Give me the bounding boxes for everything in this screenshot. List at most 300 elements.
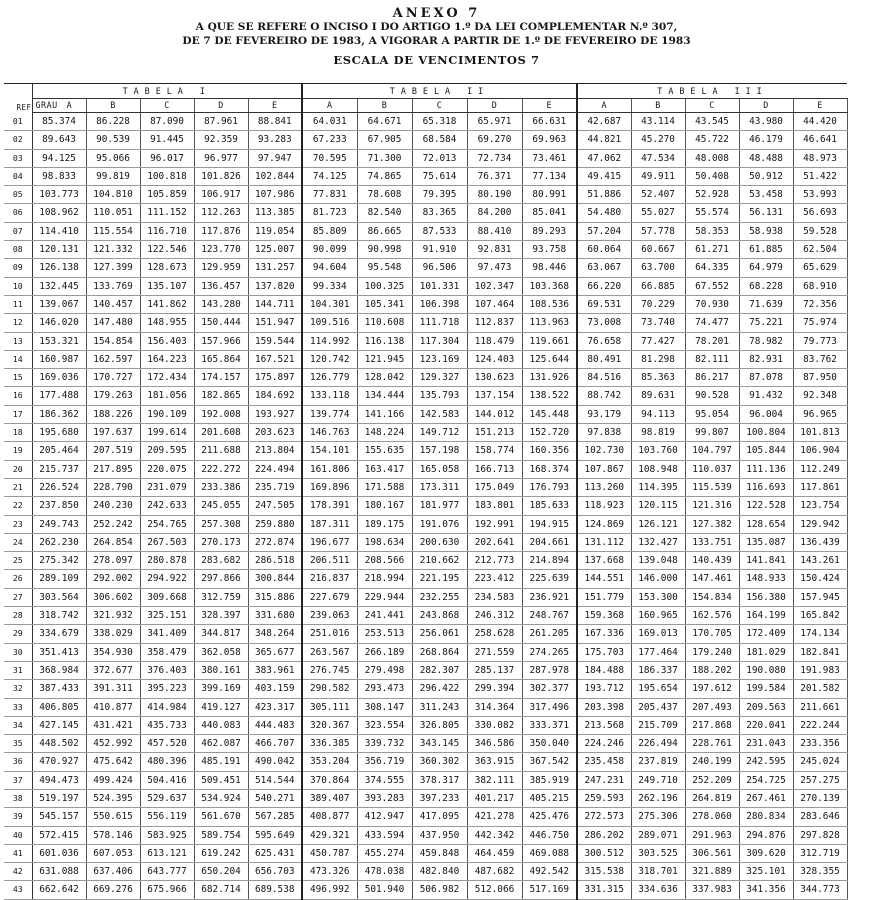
value-cell: 318.701: [631, 863, 685, 881]
column-header-1-b: B: [86, 99, 140, 113]
value-cell: 197.612: [685, 680, 739, 698]
value-cell: 54.480: [577, 204, 631, 222]
value-cell: 682.714: [194, 881, 248, 899]
value-cell: 425.476: [522, 808, 577, 826]
ref-cell: 21: [4, 478, 32, 496]
value-cell: 328.397: [194, 607, 248, 625]
value-cell: 494.473: [32, 771, 86, 789]
value-cell: 362.058: [194, 643, 248, 661]
value-cell: 271.559: [467, 643, 522, 661]
value-cell: 160.965: [631, 607, 685, 625]
table-row: [4, 844, 847, 862]
value-cell: 86.665: [357, 222, 412, 240]
value-cell: 237.819: [631, 753, 685, 771]
value-cell: 363.915: [467, 753, 522, 771]
value-cell: 166.713: [467, 460, 522, 478]
value-cell: 66.220: [577, 277, 631, 295]
value-cell: 107.464: [467, 295, 522, 313]
value-cell: 88.841: [248, 113, 302, 131]
value-cell: 152.720: [522, 424, 577, 442]
value-cell: 141.841: [739, 552, 793, 570]
value-cell: 151.779: [577, 588, 631, 606]
value-cell: 123.754: [793, 497, 847, 515]
value-cell: 317.496: [522, 698, 577, 716]
value-cell: 421.278: [467, 808, 522, 826]
table-row: [4, 661, 847, 679]
value-cell: 169.896: [302, 478, 357, 496]
value-cell: 96.506: [412, 259, 467, 277]
value-cell: 85.809: [302, 222, 357, 240]
value-cell: 156.403: [140, 332, 194, 350]
value-cell: 120.131: [32, 241, 86, 259]
value-cell: 55.574: [685, 204, 739, 222]
value-cell: 63.700: [631, 259, 685, 277]
value-cell: 82.931: [739, 350, 793, 368]
value-cell: 101.826: [194, 167, 248, 185]
value-cell: 433.594: [357, 826, 412, 844]
value-cell: 325.101: [739, 863, 793, 881]
value-cell: 262.230: [32, 533, 86, 551]
value-cell: 492.542: [522, 863, 577, 881]
value-cell: 87.950: [793, 369, 847, 387]
value-cell: 201.608: [194, 424, 248, 442]
value-cell: 47.062: [577, 149, 631, 167]
value-cell: 156.380: [739, 588, 793, 606]
value-cell: 131.112: [577, 533, 631, 551]
value-cell: 57.204: [577, 222, 631, 240]
value-cell: 607.053: [86, 844, 140, 862]
value-cell: 165.864: [194, 350, 248, 368]
value-cell: 139.774: [302, 405, 357, 423]
value-cell: 48.973: [793, 149, 847, 167]
value-cell: 145.448: [522, 405, 577, 423]
value-cell: 109.516: [302, 314, 357, 332]
value-cell: 169.036: [32, 369, 86, 387]
value-cell: 286.202: [577, 826, 631, 844]
table-row: [4, 515, 847, 533]
value-cell: 120.742: [302, 350, 357, 368]
value-cell: 146.020: [32, 314, 86, 332]
value-cell: 225.639: [522, 570, 577, 588]
value-cell: 399.169: [194, 680, 248, 698]
value-cell: 459.848: [412, 844, 467, 862]
value-cell: 233.356: [793, 735, 847, 753]
ref-cell: 37: [4, 771, 32, 789]
value-cell: 136.439: [793, 533, 847, 551]
value-cell: 444.483: [248, 716, 302, 734]
value-cell: 115.539: [685, 478, 739, 496]
table-row: [4, 643, 847, 661]
value-cell: 258.628: [467, 625, 522, 643]
value-cell: 333.371: [522, 716, 577, 734]
value-cell: 114.410: [32, 222, 86, 240]
value-cell: 482.840: [412, 863, 467, 881]
value-cell: 83.762: [793, 350, 847, 368]
value-cell: 100.818: [140, 167, 194, 185]
value-cell: 282.307: [412, 661, 467, 679]
value-cell: 80.190: [467, 186, 522, 204]
value-cell: 247.231: [577, 771, 631, 789]
value-cell: 46.179: [739, 131, 793, 149]
value-cell: 107.867: [577, 460, 631, 478]
value-cell: 192.991: [467, 515, 522, 533]
value-cell: 475.642: [86, 753, 140, 771]
value-cell: 240.199: [685, 753, 739, 771]
value-cell: 283.682: [194, 552, 248, 570]
value-cell: 64.031: [302, 113, 357, 131]
column-header-1-d: D: [194, 99, 248, 113]
value-cell: 211.688: [194, 442, 248, 460]
column-header-2-d: D: [467, 99, 522, 113]
value-cell: 374.555: [357, 771, 412, 789]
value-cell: 212.773: [467, 552, 522, 570]
value-cell: 103.773: [32, 186, 86, 204]
value-cell: 184.488: [577, 661, 631, 679]
value-cell: 43.545: [685, 113, 739, 131]
value-cell: 84.516: [577, 369, 631, 387]
table-row: [4, 295, 847, 313]
table-row: [4, 863, 847, 881]
value-cell: 231.079: [140, 478, 194, 496]
value-cell: 137.154: [467, 387, 522, 405]
ref-cell: 28: [4, 607, 32, 625]
value-cell: 306.561: [685, 844, 739, 862]
value-cell: 99.807: [685, 424, 739, 442]
value-cell: 111.152: [140, 204, 194, 222]
value-cell: 169.013: [631, 625, 685, 643]
value-cell: 75.614: [412, 167, 467, 185]
value-cell: 245.024: [793, 753, 847, 771]
value-cell: 101.331: [412, 277, 467, 295]
value-cell: 292.002: [86, 570, 140, 588]
value-cell: 78.201: [685, 332, 739, 350]
value-cell: 58.938: [739, 222, 793, 240]
value-cell: 72.013: [412, 149, 467, 167]
value-cell: 116.710: [140, 222, 194, 240]
value-cell: 93.179: [577, 405, 631, 423]
value-cell: 162.576: [685, 607, 739, 625]
ref-cell: 02: [4, 131, 32, 149]
value-cell: 121.316: [685, 497, 739, 515]
value-cell: 283.646: [793, 808, 847, 826]
value-cell: 128.042: [357, 369, 412, 387]
value-cell: 67.233: [302, 131, 357, 149]
value-cell: 150.424: [793, 570, 847, 588]
value-cell: 519.197: [32, 789, 86, 807]
value-cell: 51.886: [577, 186, 631, 204]
value-cell: 261.205: [522, 625, 577, 643]
table-row: [4, 826, 847, 844]
value-cell: 353.204: [302, 753, 357, 771]
value-cell: 276.745: [302, 661, 357, 679]
value-cell: 236.921: [522, 588, 577, 606]
value-cell: 123.770: [194, 241, 248, 259]
value-cell: 112.249: [793, 460, 847, 478]
value-cell: 299.394: [467, 680, 522, 698]
value-cell: 167.336: [577, 625, 631, 643]
group-header-row: [4, 84, 847, 99]
value-cell: 302.377: [522, 680, 577, 698]
value-cell: 619.242: [194, 844, 248, 862]
value-cell: 365.677: [248, 643, 302, 661]
value-cell: 331.680: [248, 607, 302, 625]
value-cell: 87.533: [412, 222, 467, 240]
value-cell: 95.054: [685, 405, 739, 423]
ref-cell: 05: [4, 186, 32, 204]
ref-cell: 41: [4, 844, 32, 862]
table-row: [4, 241, 847, 259]
value-cell: 73.740: [631, 314, 685, 332]
value-cell: 331.315: [577, 881, 631, 899]
value-cell: 118.479: [467, 332, 522, 350]
ref-cell: 31: [4, 661, 32, 679]
ref-cell: 42: [4, 863, 32, 881]
value-cell: 242.595: [739, 753, 793, 771]
value-cell: 356.719: [357, 753, 412, 771]
value-cell: 68.584: [412, 131, 467, 149]
value-cell: 131.926: [522, 369, 577, 387]
value-cell: 289.109: [32, 570, 86, 588]
value-cell: 97.473: [467, 259, 522, 277]
value-cell: 95.548: [357, 259, 412, 277]
value-cell: 50.408: [685, 167, 739, 185]
value-cell: 315.886: [248, 588, 302, 606]
value-cell: 193.712: [577, 680, 631, 698]
value-cell: 106.904: [793, 442, 847, 460]
value-cell: 344.773: [793, 881, 847, 899]
value-cell: 268.864: [412, 643, 467, 661]
value-cell: 56.693: [793, 204, 847, 222]
value-cell: 113.260: [577, 478, 631, 496]
table-body: [4, 113, 847, 900]
value-cell: 44.420: [793, 113, 847, 131]
value-cell: 175.897: [248, 369, 302, 387]
value-cell: 561.670: [194, 808, 248, 826]
value-cell: 104.301: [302, 295, 357, 313]
value-cell: 440.083: [194, 716, 248, 734]
value-cell: 79.395: [412, 186, 467, 204]
value-cell: 344.817: [194, 625, 248, 643]
ref-cell: 09: [4, 259, 32, 277]
value-cell: 689.538: [248, 881, 302, 899]
value-cell: 380.161: [194, 661, 248, 679]
value-cell: 117.861: [793, 478, 847, 496]
value-cell: 87.961: [194, 113, 248, 131]
value-cell: 98.446: [522, 259, 577, 277]
value-cell: 469.088: [522, 844, 577, 862]
value-cell: 135.087: [739, 533, 793, 551]
value-cell: 376.403: [140, 661, 194, 679]
value-cell: 48.008: [685, 149, 739, 167]
value-cell: 278.097: [86, 552, 140, 570]
value-cell: 96.965: [793, 405, 847, 423]
value-cell: 524.395: [86, 789, 140, 807]
value-cell: 181.056: [140, 387, 194, 405]
value-cell: 129.959: [194, 259, 248, 277]
value-cell: 126.779: [302, 369, 357, 387]
value-cell: 226.494: [631, 735, 685, 753]
column-letter: A: [66, 100, 73, 110]
value-cell: 224.494: [248, 460, 302, 478]
value-cell: 94.604: [302, 259, 357, 277]
column-header-2-e: E: [522, 99, 577, 113]
value-cell: 97.838: [577, 424, 631, 442]
value-cell: 188.226: [86, 405, 140, 423]
value-cell: 259.880: [248, 515, 302, 533]
value-cell: 110.037: [685, 460, 739, 478]
value-cell: 91.445: [140, 131, 194, 149]
value-cell: 203.623: [248, 424, 302, 442]
value-cell: 246.312: [467, 607, 522, 625]
value-cell: 174.134: [793, 625, 847, 643]
value-cell: 248.767: [522, 607, 577, 625]
value-cell: 135.793: [412, 387, 467, 405]
value-cell: 217.895: [86, 460, 140, 478]
value-cell: 275.306: [631, 808, 685, 826]
value-cell: 218.994: [357, 570, 412, 588]
value-cell: 53.993: [793, 186, 847, 204]
value-cell: 290.582: [302, 680, 357, 698]
ref-cell: 07: [4, 222, 32, 240]
value-cell: 190.109: [140, 405, 194, 423]
value-cell: 637.406: [86, 863, 140, 881]
value-cell: 215.709: [631, 716, 685, 734]
column-header-3-a: A: [577, 99, 631, 113]
table-row: [4, 442, 847, 460]
value-cell: 232.255: [412, 588, 467, 606]
value-cell: 97.947: [248, 149, 302, 167]
value-cell: 51.422: [793, 167, 847, 185]
value-cell: 49.911: [631, 167, 685, 185]
value-cell: 61.271: [685, 241, 739, 259]
ref-cell: 36: [4, 753, 32, 771]
value-cell: 141.862: [140, 295, 194, 313]
value-cell: 112.263: [194, 204, 248, 222]
value-cell: 209.563: [739, 698, 793, 716]
value-cell: 662.642: [32, 881, 86, 899]
value-cell: 144.551: [577, 570, 631, 588]
value-cell: 517.169: [522, 881, 577, 899]
ref-cell: 27: [4, 588, 32, 606]
value-cell: 110.051: [86, 204, 140, 222]
value-cell: 175.703: [577, 643, 631, 661]
value-cell: 74.125: [302, 167, 357, 185]
value-cell: 65.318: [412, 113, 467, 131]
ref-cell: 43: [4, 881, 32, 899]
value-cell: 148.933: [739, 570, 793, 588]
value-cell: 164.223: [140, 350, 194, 368]
value-cell: 446.750: [522, 826, 577, 844]
value-cell: 158.774: [467, 442, 522, 460]
value-cell: 341.356: [739, 881, 793, 899]
value-cell: 140.457: [86, 295, 140, 313]
value-cell: 147.461: [685, 570, 739, 588]
value-cell: 257.308: [194, 515, 248, 533]
group-header-tabela-3: TABELA III: [577, 84, 847, 99]
ref-cell: 15: [4, 369, 32, 387]
ref-cell: 13: [4, 332, 32, 350]
value-cell: 296.422: [412, 680, 467, 698]
table-row: [4, 698, 847, 716]
value-cell: 320.367: [302, 716, 357, 734]
value-cell: 42.687: [577, 113, 631, 131]
value-cell: 435.733: [140, 716, 194, 734]
value-cell: 259.593: [577, 789, 631, 807]
value-cell: 397.233: [412, 789, 467, 807]
value-cell: 91.432: [739, 387, 793, 405]
value-cell: 173.311: [412, 478, 467, 496]
ref-cell: 04: [4, 167, 32, 185]
value-cell: 323.554: [357, 716, 412, 734]
value-cell: 378.317: [412, 771, 467, 789]
ref-cell: 30: [4, 643, 32, 661]
value-cell: 99.334: [302, 277, 357, 295]
value-cell: 82.540: [357, 204, 412, 222]
value-cell: 240.230: [86, 497, 140, 515]
value-cell: 188.202: [685, 661, 739, 679]
value-cell: 403.159: [248, 680, 302, 698]
value-cell: 63.067: [577, 259, 631, 277]
value-cell: 280.878: [140, 552, 194, 570]
value-cell: 89.293: [522, 222, 577, 240]
value-cell: 485.191: [194, 753, 248, 771]
value-cell: 161.806: [302, 460, 357, 478]
value-cell: 57.778: [631, 222, 685, 240]
value-cell: 385.919: [522, 771, 577, 789]
value-cell: 252.209: [685, 771, 739, 789]
value-cell: 334.679: [32, 625, 86, 643]
value-cell: 195.680: [32, 424, 86, 442]
value-cell: 69.531: [577, 295, 631, 313]
column-header-2-c: C: [412, 99, 467, 113]
value-cell: 96.004: [739, 405, 793, 423]
value-cell: 78.608: [357, 186, 412, 204]
ref-cell: 03: [4, 149, 32, 167]
value-cell: 393.283: [357, 789, 412, 807]
value-cell: 137.820: [248, 277, 302, 295]
ref-cell: 18: [4, 424, 32, 442]
value-cell: 368.984: [32, 661, 86, 679]
value-cell: 401.217: [467, 789, 522, 807]
column-header-1-c: C: [140, 99, 194, 113]
value-cell: 92.348: [793, 387, 847, 405]
value-cell: 139.048: [631, 552, 685, 570]
value-cell: 153.321: [32, 332, 86, 350]
value-cell: 105.341: [357, 295, 412, 313]
table-row: [4, 222, 847, 240]
column-header-1-e: E: [248, 99, 302, 113]
value-cell: 157.966: [194, 332, 248, 350]
value-cell: 114.395: [631, 478, 685, 496]
value-cell: 405.215: [522, 789, 577, 807]
value-cell: 99.819: [86, 167, 140, 185]
value-cell: 338.029: [86, 625, 140, 643]
value-cell: 76.371: [467, 167, 522, 185]
value-cell: 55.027: [631, 204, 685, 222]
value-cell: 257.275: [793, 771, 847, 789]
value-cell: 309.620: [739, 844, 793, 862]
value-cell: 146.000: [631, 570, 685, 588]
value-cell: 293.473: [357, 680, 412, 698]
value-cell: 252.242: [86, 515, 140, 533]
value-cell: 126.138: [32, 259, 86, 277]
ref-cell: 12: [4, 314, 32, 332]
table-row: [4, 113, 847, 131]
value-cell: 70.229: [631, 295, 685, 313]
value-cell: 207.519: [86, 442, 140, 460]
value-cell: 197.637: [86, 424, 140, 442]
ref-cell: 16: [4, 387, 32, 405]
